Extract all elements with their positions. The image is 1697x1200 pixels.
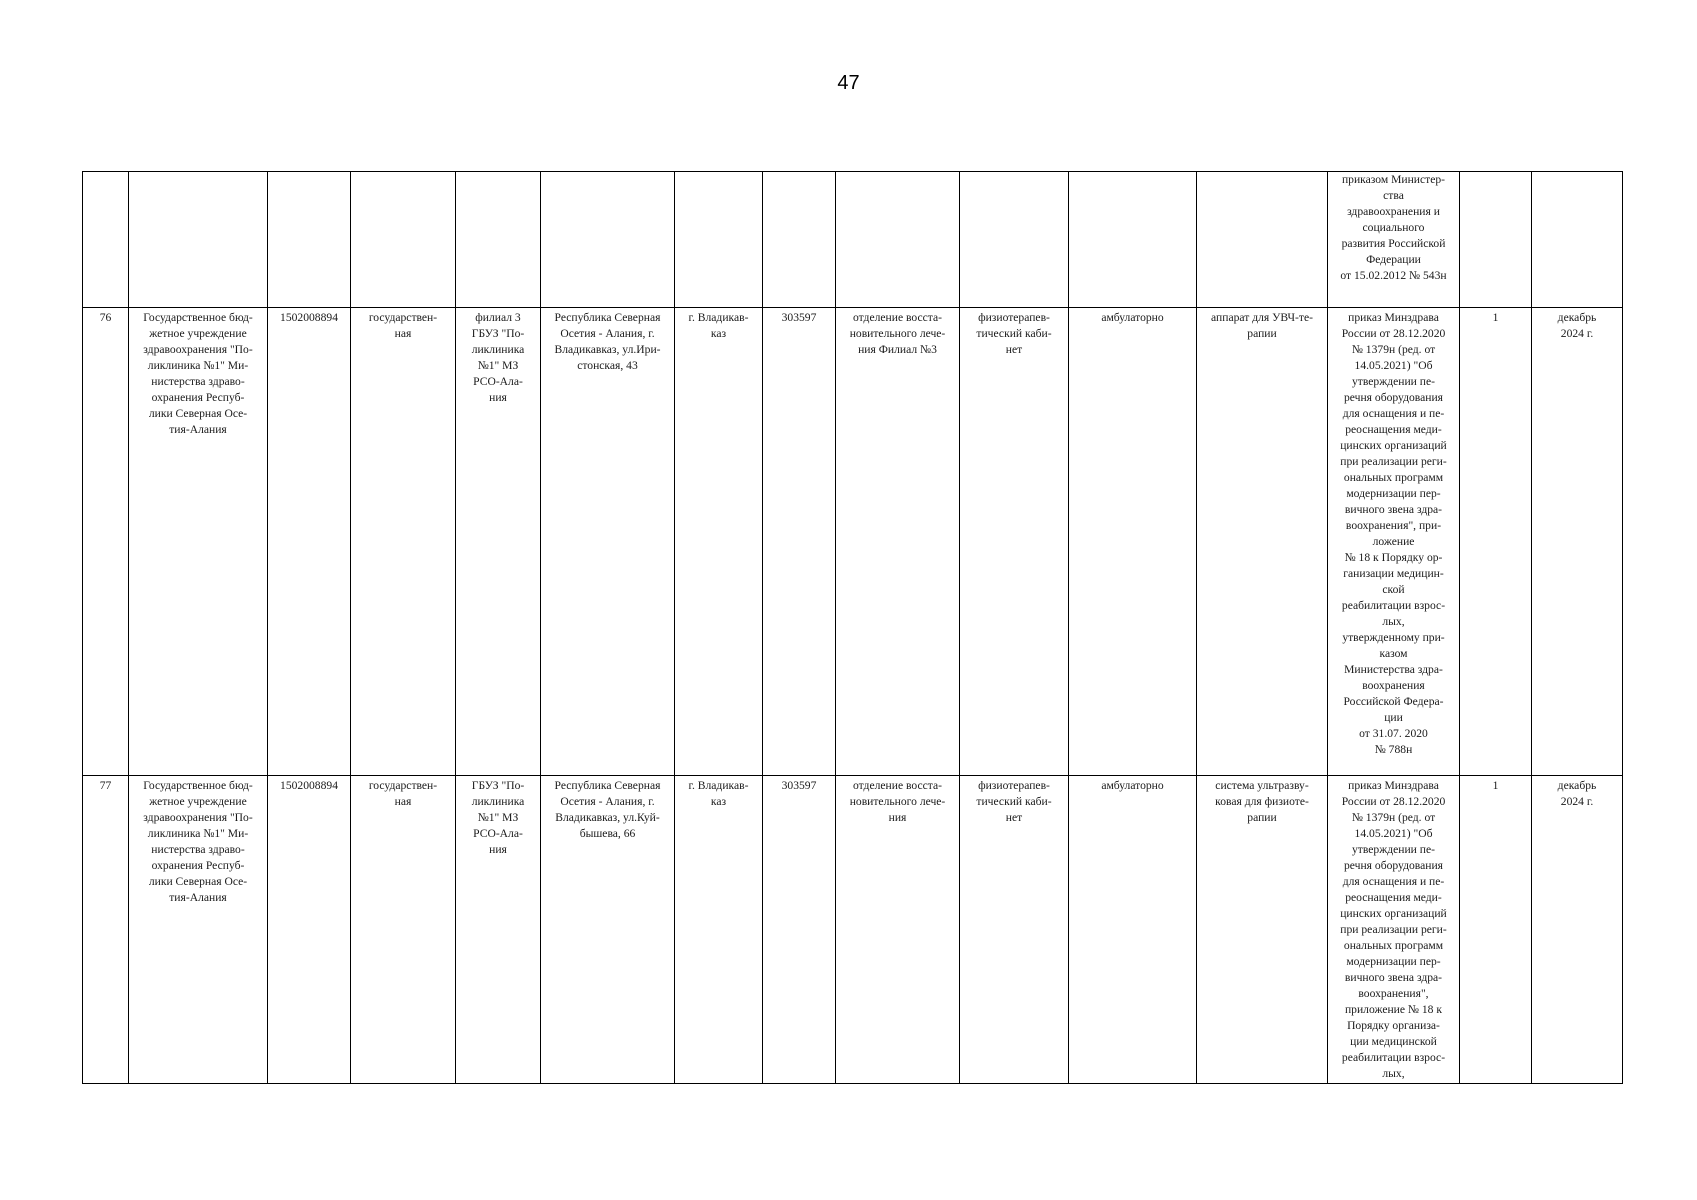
cell-organization bbox=[129, 172, 268, 308]
cell-city bbox=[675, 172, 763, 308]
cell-inn bbox=[268, 172, 351, 308]
cell-department bbox=[836, 172, 960, 308]
cell-address: Республика Северная Осетия - Алания, г. Владикавказ, ул.Ири- стонская, 43 bbox=[541, 308, 675, 776]
cell-branch: филиал 3 ГБУЗ "По- ликлиника №1" МЗ РСО-Ала- ния bbox=[456, 308, 541, 776]
cell-department: отделение восста- новительного лече- ния bbox=[836, 776, 960, 1084]
cell-ownership: государствен- ная bbox=[351, 776, 456, 1084]
equipment-table bbox=[82, 171, 1623, 1084]
cell-legal-basis: приказом Министер- ства здравоохранения и социального развития Российской Федерации от 15.02.2012 № 543н bbox=[1328, 172, 1460, 308]
cell-date bbox=[1532, 172, 1623, 308]
cell-equipment: аппарат для УВЧ-те- рапии bbox=[1197, 308, 1328, 776]
table-row-continuation bbox=[83, 172, 1623, 308]
cell-postcode: 303597 bbox=[763, 308, 836, 776]
page-number: 47 bbox=[837, 72, 860, 94]
cell-date: декабрь 2024 г. bbox=[1532, 308, 1623, 776]
cell-legal-basis: приказ Минздрава России от 28.12.2020 № 1379н (ред. от 14.05.2021) "Об утверждении пе- речня оборудования для оснащения и пе- реоснащения меди- цинских организаций при реализации реги- ональных программ модернизации пер- вичного звена здра- воохранения", приложение № 18 к Порядку организа- ции медицинской реабилитации взрос- лых, bbox=[1328, 776, 1460, 1084]
cell-care-type bbox=[1069, 172, 1197, 308]
cell-num bbox=[83, 172, 129, 308]
cell-city: г. Владикав- каз bbox=[675, 776, 763, 1084]
cell-quantity bbox=[1460, 172, 1532, 308]
cell-quantity: 1 bbox=[1460, 308, 1532, 776]
cell-quantity: 1 bbox=[1460, 776, 1532, 1084]
cell-organization: Государственное бюд- жетное учреждение здравоохранения "По- ликлиника №1" Ми- нистерства здраво- охранения Респуб- лики Северная Осе- тия-Алания bbox=[129, 308, 268, 776]
cell-date: декабрь 2024 г. bbox=[1532, 776, 1623, 1084]
cell-city: г. Владикав- каз bbox=[675, 308, 763, 776]
cell-address: Республика Северная Осетия - Алания, г. Владикавказ, ул.Куй- бышева, 66 bbox=[541, 776, 675, 1084]
cell-care-type: амбулаторно bbox=[1069, 308, 1197, 776]
cell-branch: ГБУЗ "По- ликлиника №1" МЗ РСО-Ала- ния bbox=[456, 776, 541, 1084]
cell-equipment bbox=[1197, 172, 1328, 308]
cell-inn: 1502008894 bbox=[268, 776, 351, 1084]
cell-ownership: государствен- ная bbox=[351, 308, 456, 776]
cell-organization: Государственное бюд- жетное учреждение здравоохранения "По- ликлиника №1" Ми- нистерства здраво- охранения Респуб- лики Северная Осе- тия-Алания bbox=[129, 776, 268, 1084]
cell-ownership bbox=[351, 172, 456, 308]
cell-equipment: система ультразву- ковая для физиоте- рапии bbox=[1197, 776, 1328, 1084]
cell-inn: 1502008894 bbox=[268, 308, 351, 776]
cell-address bbox=[541, 172, 675, 308]
cell-postcode: 303597 bbox=[763, 776, 836, 1084]
cell-num: 76 bbox=[83, 308, 129, 776]
cell-room: физиотерапев- тический каби- нет bbox=[960, 308, 1069, 776]
cell-department: отделение восста- новительного лече- ния Филиал №3 bbox=[836, 308, 960, 776]
table-row bbox=[83, 308, 1623, 776]
cell-postcode bbox=[763, 172, 836, 308]
cell-branch bbox=[456, 172, 541, 308]
cell-legal-basis: приказ Минздрава России от 28.12.2020 № 1379н (ред. от 14.05.2021) "Об утверждении пе- речня оборудования для оснащения и пе- реоснащения меди- цинских организаций при реализации реги- ональных программ модернизации пер- вичного звена здра- воохранения", при- ложение № 18 к Порядку ор- ганизации медицин- ской реабилитации взрос- лых, утвержденному при- казом Министерства здра- воохранения Российской Федера- ции от 31.07. 2020 № 788н bbox=[1328, 308, 1460, 776]
cell-num: 77 bbox=[83, 776, 129, 1084]
cell-room: физиотерапев- тический каби- нет bbox=[960, 776, 1069, 1084]
table-row bbox=[83, 776, 1623, 1084]
cell-care-type: амбулаторно bbox=[1069, 776, 1197, 1084]
cell-room bbox=[960, 172, 1069, 308]
